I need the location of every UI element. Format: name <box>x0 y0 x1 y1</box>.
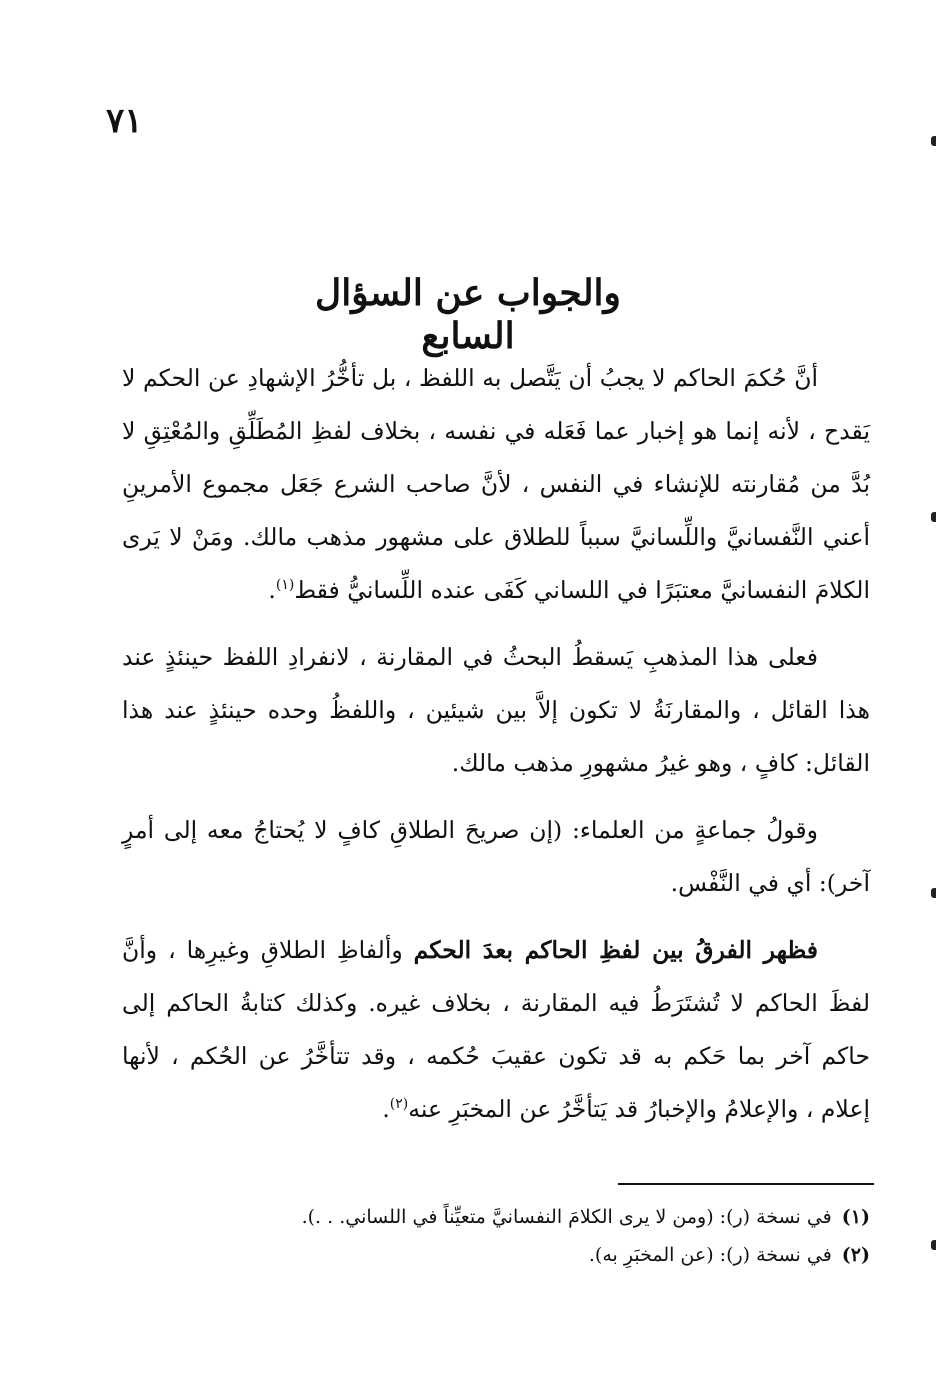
scan-edge-mark <box>931 136 936 146</box>
paragraph-text: فعلى هذا المذهبِ يَسقطُ البحثُ في المقارنة ، لانفرادِ اللفظ حينئذٍ عند هذا القائل ، والمقارنَةُ لا تكون إلاَّ بين شيئين ، واللفظُ وحده حينئذٍ عند هذا القائل: كافٍ ، وهو غيرُ مشهورِ مذهب مالك. <box>122 643 870 777</box>
footnote-number: (٢) <box>841 1244 870 1266</box>
paragraph-4 <box>122 924 870 1136</box>
paragraph-lead: فظهر الفرقُ بين لفظِ الحاكم بعدَ الحكم <box>413 936 818 964</box>
footnote-text: في نسخة (ر): (ومن لا يرى الكلامَ النفسانيَّ متعيِّناً في اللساني. . .). <box>301 1206 832 1228</box>
paragraph-text: وقولُ جماعةٍ من العلماء: (إن صريحَ الطلاقِ كافٍ لا يُحتاجُ معه إلى أمرٍ آخر): أي في النَّفْس. <box>122 816 870 897</box>
footnote-ref-2: (٢) <box>389 1096 409 1113</box>
paragraph-text: وألفاظِ الطلاقِ وغيرِها ، وأنَّ لفظَ الحاكم لا تُشتَرَطُ فيه المقارنة ، بخلاف غيره. وكذلك كتابةُ الحاكم إلى حاكم آخر بما حَكم به قد تكون عقيبَ حُكمه ، وقد تتأخَّرُ عن الحُكم ، لأنها إعلام ، والإعلامُ والإخبارُ قد يَتأخَّرُ عن المخبَرِ عنه <box>122 936 870 1123</box>
paragraph-1 <box>122 352 870 617</box>
paragraph-3 <box>122 804 870 910</box>
main-text <box>122 352 870 1150</box>
scan-edge-mark <box>931 1240 936 1250</box>
paragraph-end: . <box>382 1095 390 1123</box>
footnote-1 <box>170 1198 870 1236</box>
footnote-number: (١) <box>841 1206 870 1228</box>
footnote-divider <box>618 1183 874 1185</box>
section-title: والجواب عن السؤال السابع <box>315 272 621 358</box>
paragraph-end: . <box>268 576 276 604</box>
footnote-ref-1: (١) <box>275 577 295 594</box>
footnotes <box>170 1198 870 1274</box>
page-number: ٧١ <box>106 101 143 141</box>
footnote-text: في نسخة (ر): (عن المخبَرِ به). <box>588 1244 832 1266</box>
paragraph-2 <box>122 631 870 790</box>
footnote-2 <box>170 1236 870 1274</box>
scan-edge-mark <box>931 888 936 898</box>
paragraph-text: أنَّ حُكمَ الحاكم لا يجبُ أن يَتَّصل به اللفظ ، بل تأخُّرُ الإشهادِ عن الحكم لا يَقدح ، لأنه إنما هو إخبار عما فَعَله في نفسه ، بخلاف لفظِ المُطَلِّقِ والمُعْتِقِ لا بُدَّ من مُقارنته للإنشاء في النفس ، لأنَّ صاحب الشرع جَعَل مجموع الأمرينِ أعني النَّفسانيَّ واللِّسانيَّ سبباً للطلاق على مشهور مذهب مالك. ومَنْ لا يَرى الكلامَ النفسانيَّ معتبَرًا في اللساني كَفَى عنده اللِّسانيُّ فقط <box>122 364 870 604</box>
scan-edge-mark <box>931 512 936 522</box>
